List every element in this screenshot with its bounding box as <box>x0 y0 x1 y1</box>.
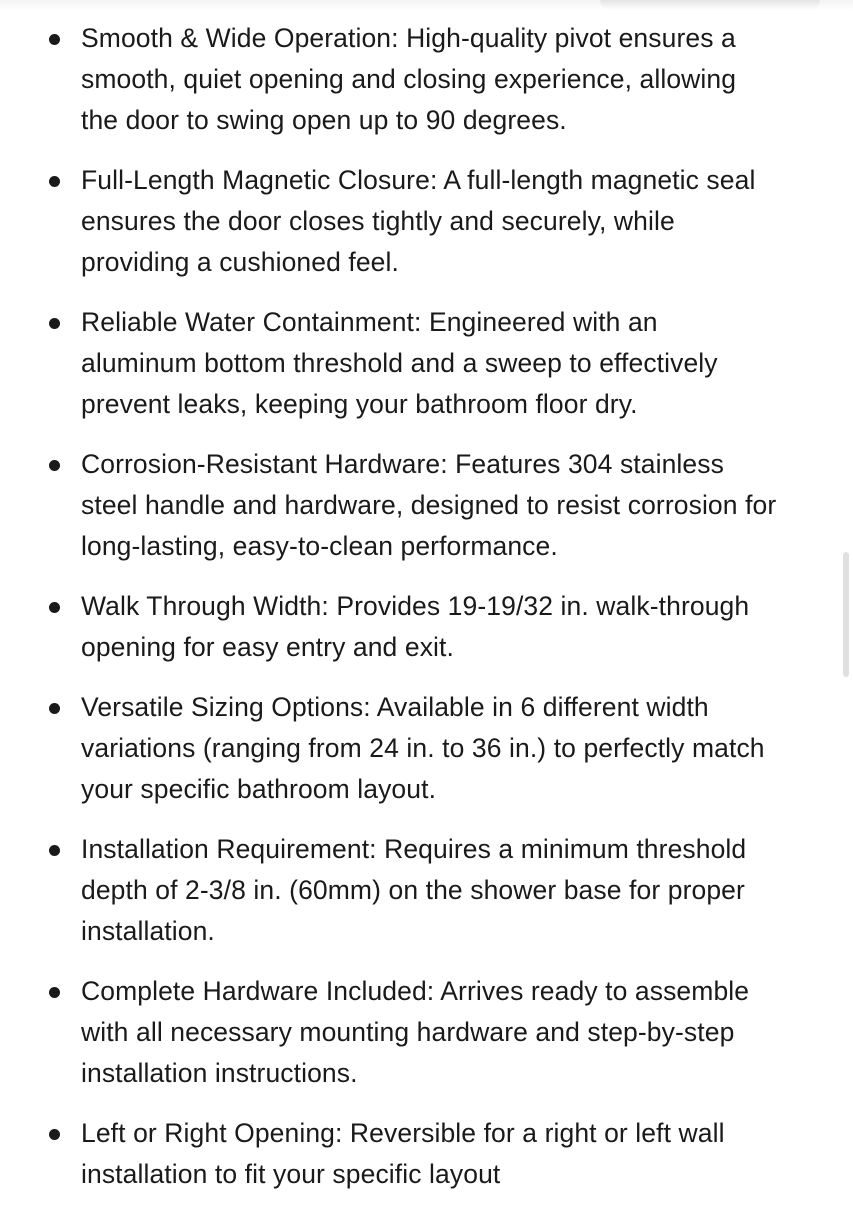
bullet-icon <box>49 602 60 613</box>
list-item-text: Corrosion-Resistant Hardware: Features 304 stainless steel handle and hardware, designed to resist corrosion for long-lasting, easy-to-clean performance. <box>81 449 777 561</box>
bullet-icon <box>49 845 60 856</box>
bullet-icon <box>49 703 60 714</box>
bullet-icon <box>49 1129 60 1140</box>
top-edge-shadow <box>600 0 820 10</box>
list-item <box>0 160 800 283</box>
list-item <box>0 586 800 668</box>
list-item-text: Reliable Water Containment: Engineered with an aluminum bottom threshold and a sweep to effectively prevent leaks, keeping your bathroom floor dry. <box>81 307 718 419</box>
feature-bullet-list <box>0 18 800 1214</box>
list-item <box>0 18 800 141</box>
list-item-text: Walk Through Width: Provides 19-19/32 in. walk-through opening for easy entry and exit. <box>81 591 750 662</box>
bullet-icon <box>49 34 60 45</box>
list-item-text: Installation Requirement: Requires a minimum threshold depth of 2-3/8 in. (60mm) on the shower base for proper installation. <box>81 834 747 946</box>
list-item <box>0 687 800 810</box>
bullet-icon <box>49 987 60 998</box>
list-item <box>0 829 800 952</box>
list-item-text: Smooth & Wide Operation: High-quality pivot ensures a smooth, quiet opening and closing experience, allowing the door to swing open up to 90 degrees. <box>81 23 737 135</box>
bullet-icon <box>49 460 60 471</box>
list-item <box>0 444 800 567</box>
vertical-scrollbar[interactable] <box>843 552 849 677</box>
list-item <box>0 1113 800 1195</box>
bullet-icon <box>49 176 60 187</box>
list-item <box>0 302 800 425</box>
list-item-text: Left or Right Opening: Reversible for a right or left wall installation to fit your specific layout <box>81 1118 725 1189</box>
list-item <box>0 971 800 1094</box>
list-item-text: Versatile Sizing Options: Available in 6 different width variations (ranging from 24 in. to 36 in.) to perfectly match your specific bathroom layout. <box>81 692 765 804</box>
bullet-icon <box>49 318 60 329</box>
list-item-text: Complete Hardware Included: Arrives ready to assemble with all necessary mounting hardware and step-by-step installation instructions. <box>81 976 750 1088</box>
list-item-text: Full-Length Magnetic Closure: A full-length magnetic seal ensures the door closes tightly and securely, while providing a cushioned feel. <box>81 165 756 277</box>
